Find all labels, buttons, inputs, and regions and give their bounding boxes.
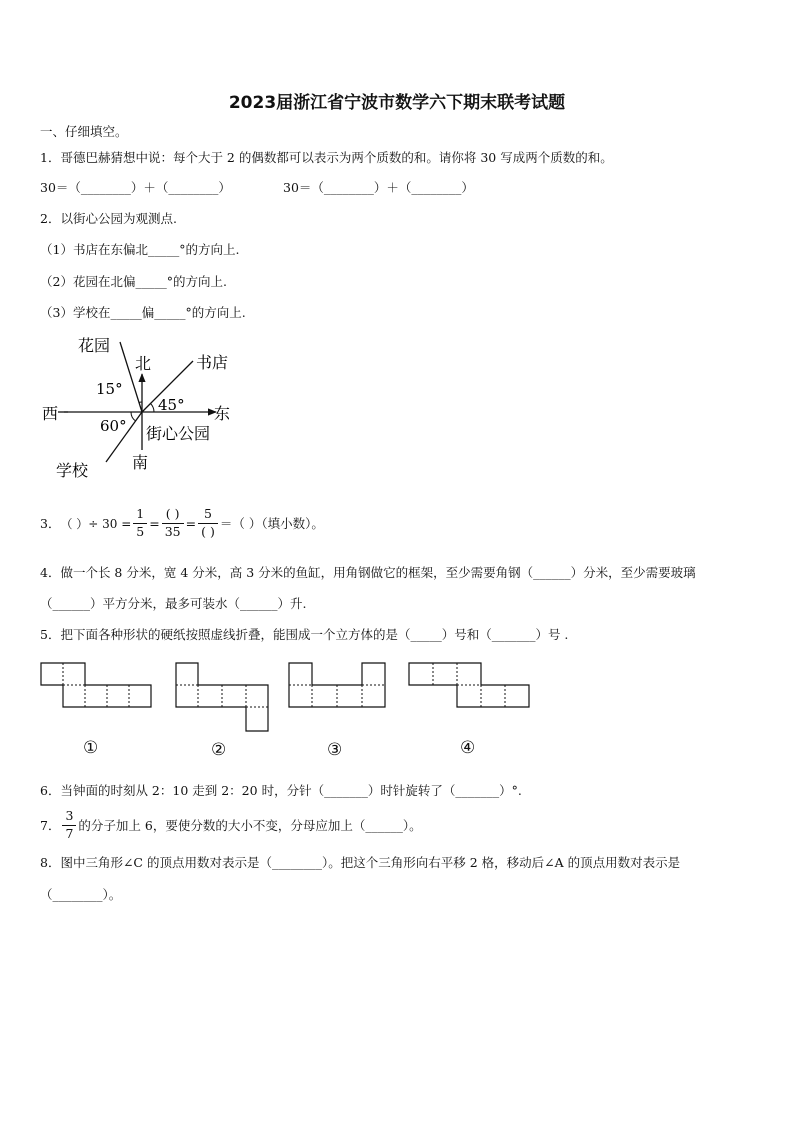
question-5-text: 5．把下面各种形状的硬纸按照虚线折叠，能围成一个立方体的是（_____）号和（_______）号 . [40,627,569,642]
angle-45-label: 45° [158,396,185,414]
question-7-text: 的分子加上 6，要使分数的大小不变，分母应加上（______）。 [78,818,422,833]
question-8-line-2: （________）。 [40,887,122,902]
angle-45-arc [151,404,155,413]
net-label-2: ② [211,740,227,760]
fraction-denominator: 7 [65,825,74,841]
question-3-number: 3． [40,516,61,531]
page-title: 2023届浙江省宁波市数学六下期末联考试题 [228,93,566,113]
school-label: 学校 [56,461,89,480]
question-7-number: 7． [40,818,61,833]
fraction-5-blank [198,508,218,538]
question-3 [40,503,324,543]
question-2-part-2: （2）花园在北偏_____°的方向上. [40,274,227,289]
equals-1: = [149,515,160,531]
net-2 [176,663,268,731]
question-4-line-1: 4．做一个长 8 分米，宽 4 分米，高 3 分米的鱼缸，用角钢做它的框架，至少需要角钢（______）分米，至少需要玻璃 [40,565,696,580]
fraction-2-denominator: 35 [164,523,181,539]
south-label: 南 [132,453,149,472]
fraction-numerator: 3 [62,810,76,826]
net-4 [409,663,529,707]
fraction-1-5 [133,508,147,538]
question-7 [40,805,422,845]
compass-diagram-svg [38,330,268,488]
question-3-tail: ＝（ ）（填小数）。 [219,516,324,531]
net-label-4: ④ [460,738,476,758]
north-label: 北 [135,354,152,373]
fraction-1-denominator: 5 [136,523,145,539]
bookstore-label: 书店 [196,353,229,372]
net-label-1: ① [83,738,99,758]
net-3 [289,663,385,707]
angle-15-arc [139,402,142,403]
cube-nets-svg [36,656,536,736]
angle-15-label: 15° [96,380,123,398]
question-2-stem: 2．以街心公园为观测点. [40,211,177,226]
west-label: 西 [42,404,59,423]
question-8-line-1: 8．图中三角形∠C 的顶点用数对表示是（________）。把这个三角形向右平移 2 格，移动后∠A 的顶点用数对表示是 [40,855,681,870]
east-label: 东 [214,404,231,423]
question-1-text: 1．哥德巴赫猜想中说：每个大于 2 的偶数都可以表示为两个质数的和。请你将 30 写成两个质数的和。 [40,150,613,165]
question-2-part-1: （1）书店在东偏北_____°的方向上. [40,242,240,257]
question-6-text: 6．当钟面的时刻从 2：10 走到 2：20 时，分针（_______）时针旋转了（_______）°. [40,783,522,798]
fraction-3-7 [62,810,76,840]
angle-60-label: 60° [100,417,127,435]
fraction-blank-35 [162,508,184,538]
question-4-line-2: （______）平方分米，最多可装水（______）升. [40,596,307,611]
cube-nets [36,656,536,736]
fraction-1-numerator: 1 [133,508,147,524]
question-2-part-3: （3）学校在_____偏_____°的方向上. [40,305,246,320]
garden-ray [120,342,142,412]
fraction-3-numerator: 5 [198,508,218,524]
compass-diagram [38,330,268,488]
question-1-expression-a: 30＝（________）＋（________） [40,180,231,195]
angle-60-arc [131,412,136,421]
section-heading: 一、仔细填空。 [40,124,128,139]
park-label: 街心公园 [146,424,211,443]
net-1 [41,663,151,707]
fraction-2-numerator: ( ) [162,508,184,524]
question-1-expression-b: 30＝（________）＋（________） [283,180,474,195]
equals-2: = [185,515,197,531]
question-3-lead: （ ）÷ 30 = [60,516,132,531]
fraction-3-denominator: ( ) [201,523,215,539]
garden-label: 花园 [78,336,111,355]
net-label-3: ③ [327,740,343,760]
